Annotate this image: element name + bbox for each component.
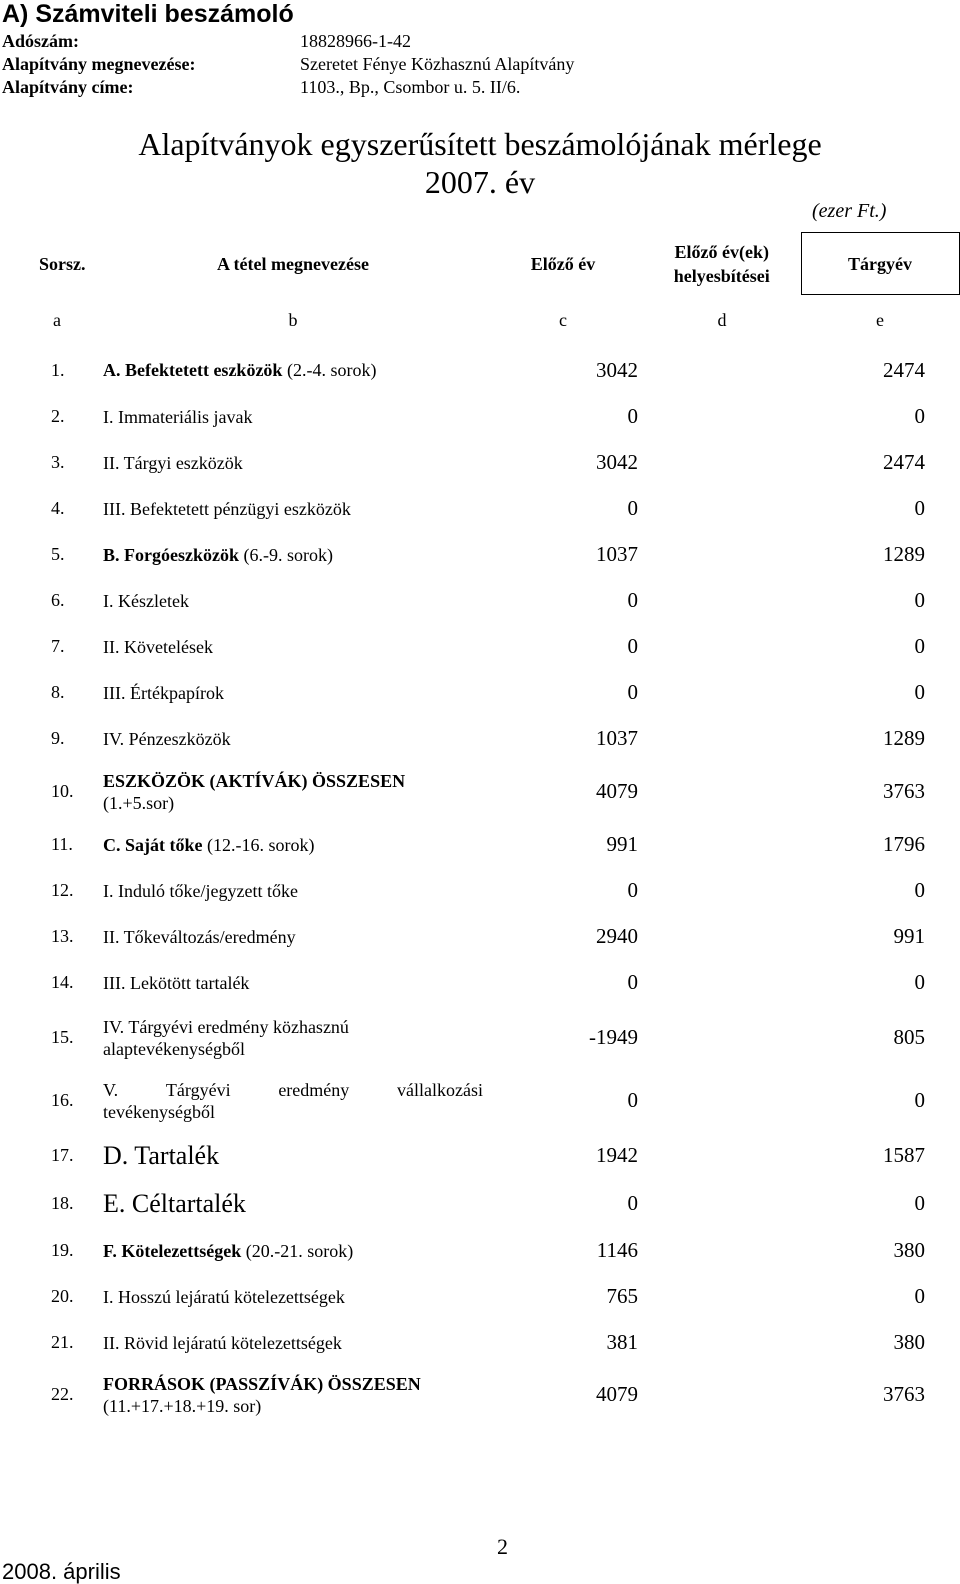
row-number: 3.	[51, 452, 65, 472]
letter-a: a	[53, 310, 61, 330]
footer-date: 2008. április	[2, 1559, 121, 1584]
table-row-total-liabilities	[39, 1366, 959, 1424]
table-row	[39, 1320, 959, 1366]
row-previous-value: 0	[627, 970, 638, 994]
info-value: Szeretet Fénye Közhasznú Alapítvány	[300, 54, 575, 74]
row-current-value: 2474	[883, 450, 925, 474]
info-value: 1103., Bp., Csombor u. 5. II/6.	[300, 77, 521, 97]
row-previous-value: 0	[627, 496, 638, 520]
row-current-value: 0	[914, 1284, 925, 1308]
document-year: 2007. év	[424, 164, 536, 200]
row-number: 12.	[51, 880, 74, 900]
letter-e: e	[876, 310, 884, 331]
table-row	[39, 1228, 959, 1274]
row-name: ESZKÖZÖK (AKTÍVÁK) ÖSSZESEN (1.+5.sor)	[103, 770, 406, 813]
row-previous-value: -1949	[589, 1025, 638, 1049]
table-row	[39, 394, 959, 440]
balance-sheet-table	[39, 232, 960, 1424]
row-name: E. Céltartalék	[103, 1188, 246, 1218]
row-previous-value: 3042	[596, 450, 638, 474]
row-number: 11.	[51, 834, 73, 854]
row-number: 16.	[51, 1090, 74, 1110]
row-number: 19.	[51, 1240, 74, 1260]
row-current-value: 1289	[883, 542, 925, 566]
row-previous-value: 0	[627, 1088, 638, 1112]
row-number: 2.	[51, 406, 65, 426]
row-name: II. Tárgyi eszközök	[103, 452, 243, 473]
row-current-value: 0	[914, 634, 925, 658]
row-name: D. Tartalék	[103, 1140, 220, 1170]
table-row	[39, 578, 959, 624]
row-previous-value: 0	[627, 588, 638, 612]
table-row	[39, 532, 959, 578]
row-number: 18.	[51, 1193, 74, 1213]
letter-c: c	[559, 310, 567, 330]
info-value: 18828966-1-42	[300, 31, 411, 51]
row-current-value: 3763	[883, 779, 925, 803]
header-corrections-line2: helyesbítései	[673, 265, 770, 286]
row-previous-value: 3042	[596, 357, 638, 382]
table-row	[39, 716, 959, 762]
row-name: II. Tőkeváltozás/eredmény	[103, 926, 296, 947]
row-previous-value: 0	[627, 634, 638, 658]
unit-note: (ezer Ft.)	[812, 200, 887, 222]
table-row	[39, 960, 959, 1006]
header-previous-year: Előző év	[530, 253, 596, 274]
table-row	[39, 1180, 959, 1228]
row-previous-value: 2940	[596, 924, 638, 948]
table-row	[39, 914, 959, 960]
row-name: I. Immateriális javak	[103, 406, 253, 427]
column-letter-row	[39, 295, 959, 347]
row-current-value: 3763	[883, 1382, 925, 1406]
row-number: 17.	[51, 1145, 74, 1165]
row-current-value: 1289	[883, 726, 925, 750]
row-name: FORRÁSOK (PASSZÍVÁK) ÖSSZESEN (11.+17.+18.+19. sor)	[103, 1373, 421, 1416]
table-header-row	[39, 233, 959, 295]
table-row	[39, 670, 959, 716]
row-current-value: 2474	[883, 357, 925, 382]
row-name: I. Készletek	[103, 590, 189, 611]
row-previous-value: 765	[606, 1284, 638, 1308]
row-name: III. Lekötött tartalék	[103, 972, 250, 993]
info-label: Adószám:	[2, 31, 79, 51]
row-name: IV. Pénzeszközök	[103, 728, 231, 749]
header-sorsz: Sorsz.	[39, 253, 86, 274]
section-title: A) Számviteli beszámoló	[2, 0, 294, 28]
row-name: I. Induló tőke/jegyzett tőke	[103, 880, 298, 901]
row-number: 1.	[51, 359, 65, 380]
row-number: 7.	[51, 636, 65, 656]
row-current-value: 380	[893, 1238, 925, 1262]
row-name: F. Kötelezettségek (20.-21. sorok)	[103, 1240, 354, 1261]
row-current-value: 380	[893, 1330, 925, 1354]
row-number: 21.	[51, 1332, 74, 1352]
row-name: I. Hosszú lejáratú kötelezettségek	[103, 1286, 345, 1307]
header-item-name: A tétel megnevezése	[217, 253, 369, 274]
row-name: A. Befektetett eszközök (2.-4. sorok)	[103, 360, 377, 380]
row-previous-value: 991	[606, 832, 638, 856]
row-previous-value: 0	[627, 1191, 638, 1215]
row-number: 9.	[51, 728, 65, 748]
info-label: Alapítvány megnevezése:	[2, 54, 196, 74]
table-row	[39, 486, 959, 532]
row-name: V. Tárgyévi eredmény vállalkozási tevékenységből	[103, 1079, 483, 1122]
row-current-value: 0	[914, 404, 925, 428]
row-current-value: 1587	[883, 1143, 925, 1167]
row-number: 22.	[51, 1384, 74, 1404]
header-corrections	[643, 233, 801, 295]
row-current-value: 0	[914, 970, 925, 994]
row-previous-value: 1146	[596, 1238, 638, 1262]
row-number: 6.	[51, 590, 65, 610]
row-number: 13.	[51, 926, 74, 946]
table-row	[39, 1006, 959, 1070]
row-name: II. Rövid lejáratú kötelezettségek	[103, 1332, 342, 1353]
row-current-value: 805	[893, 1025, 925, 1049]
table-row	[39, 1274, 959, 1320]
row-current-value: 0	[914, 680, 925, 704]
table-row	[39, 624, 959, 670]
row-number: 14.	[51, 972, 74, 992]
row-previous-value: 0	[627, 680, 638, 704]
header-current-year: Tárgyév	[801, 233, 959, 295]
row-number: 15.	[51, 1027, 74, 1047]
row-name: III. Befektetett pénzügyi eszközök	[103, 498, 351, 519]
row-previous-value: 1037	[596, 542, 638, 566]
info-label: Alapítvány címe:	[2, 77, 134, 97]
row-current-value: 0	[914, 1088, 925, 1112]
row-previous-value: 1942	[596, 1143, 638, 1167]
row-name: IV. Tárgyévi eredmény közhasznú alaptevékenységből	[103, 1016, 349, 1059]
row-current-value: 0	[914, 878, 925, 902]
row-number: 4.	[51, 498, 65, 518]
table-row-total-assets	[39, 762, 959, 822]
header-corrections-line1: Előző év(ek)	[674, 241, 769, 262]
row-previous-value: 381	[606, 1330, 638, 1354]
row-name: C. Saját tőke (12.-16. sorok)	[103, 834, 315, 855]
row-current-value: 0	[914, 496, 925, 520]
row-previous-value: 0	[627, 404, 638, 428]
row-current-value: 0	[914, 588, 925, 612]
letter-d: d	[717, 310, 727, 330]
page-number: 2	[497, 1534, 508, 1559]
row-number: 5.	[51, 544, 65, 564]
table-row	[39, 440, 959, 486]
row-name: B. Forgóeszközök (6.-9. sorok)	[103, 544, 333, 565]
row-previous-value: 4079	[596, 779, 638, 803]
row-previous-value: 0	[627, 878, 638, 902]
row-number: 8.	[51, 682, 65, 702]
row-previous-value: 4079	[596, 1382, 638, 1406]
row-name: III. Értékpapírok	[103, 682, 224, 703]
row-current-value: 0	[914, 1191, 925, 1215]
document-title: Alapítványok egyszerűsített beszámolójának mérlege	[138, 126, 822, 162]
row-current-value: 991	[893, 924, 925, 948]
letter-b: b	[288, 310, 298, 330]
row-current-value: 1796	[883, 832, 925, 856]
row-number: 10.	[51, 781, 74, 801]
table-row	[39, 822, 959, 868]
table-row	[39, 868, 959, 914]
row-previous-value: 1037	[596, 726, 638, 750]
row-name: II. Követelések	[103, 636, 213, 657]
table-row	[39, 347, 959, 394]
table-row	[39, 1070, 959, 1132]
row-number: 20.	[51, 1286, 74, 1306]
table-row	[39, 1132, 959, 1180]
